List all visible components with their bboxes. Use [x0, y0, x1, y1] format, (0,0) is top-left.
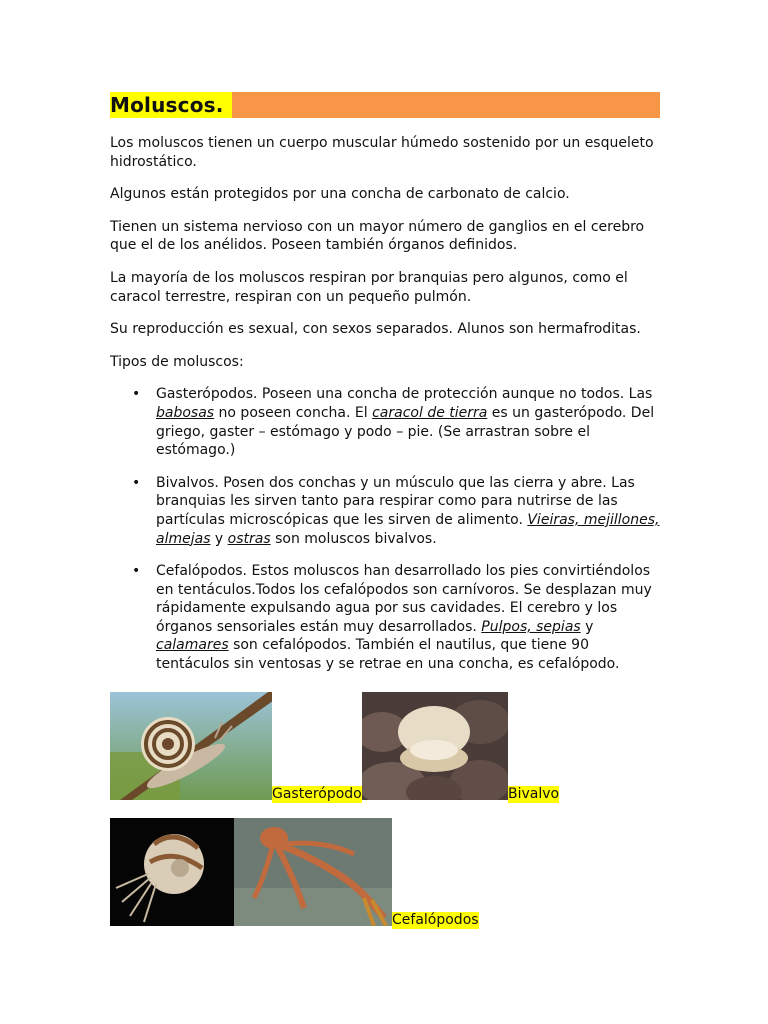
clam-photo — [362, 692, 508, 800]
caption-bivalvo: Bivalvo — [508, 786, 560, 802]
caption-cefalopodos: Cefalópodos — [392, 912, 479, 928]
list-item-bivalvos: • Bivalvos. Posen dos conchas y un músculo que las cierra y abre. Las branquias les sirven tanto para respirar como para nutrirse de las partículas microscópicas que les sirven de alimento. Vieiras, mejillones, almejas y ostras son moluscos bivalvos. — [156, 474, 660, 548]
paragraph-types-heading: Tipos de moluscos: — [110, 353, 244, 370]
link-pulpos-sepias[interactable]: Pulpos, sepias — [481, 618, 581, 635]
paragraph-body: Los moluscos tienen un cuerpo muscular húmedo sostenido por un esqueleto hidrostático. — [110, 135, 654, 170]
link-vieiras-mejillones-almejas[interactable]: Vieiras, mejillones, almejas — [156, 511, 660, 547]
nautilus-photo — [110, 818, 234, 926]
caption-gasteropodo: Gasterópodo — [272, 786, 362, 802]
link-caracol-de-tierra[interactable]: caracol de tierra — [372, 404, 488, 421]
paragraph-shell: Algunos están protegidos por una concha de carbonato de calcio. — [110, 186, 570, 203]
link-ostras[interactable]: ostras — [227, 530, 271, 547]
title-bar — [110, 92, 660, 118]
document-page — [110, 92, 660, 688]
list-item-cefalopodos: • Cefalópodos. Estos moluscos han desarrollado los pies convirtiéndolos en tentáculos.Todos los cefalópodos son carnívoros. Se desplazan muy rápidamente expulsando agua por sus cavidades. El cerebro y los órganos sensoriales están muy desarrollados. Pulpos, sepias y calamares son cefalópodos. También el nautilus, que tiene 90 tentáculos sin ventosas y se retrae en una concha, es cefalópodo. — [156, 562, 660, 674]
link-calamares[interactable]: calamares — [156, 637, 229, 654]
link-babosas[interactable]: babosas — [156, 404, 215, 421]
list-item-gasteropodos: • Gasterópodos. Poseen una concha de protección aunque no todos. Las babosas no poseen concha. El caracol de tierra es un gasterópodo. Del griego, gaster – estómago y podo – pie. (Se arrastran sobre el estómago.) — [156, 385, 660, 459]
octopus-photo — [234, 818, 392, 926]
paragraph-respiration: La mayoría de los moluscos respiran por branquias pero algunos, como el caracol terrestre, respiran con un pequeño pulmón. — [110, 269, 628, 305]
paragraph-reproduction: Su reproducción es sexual, con sexos separados. Alunos son hermafroditas. — [110, 321, 641, 338]
mollusc-types-list — [110, 385, 660, 673]
page-title: Moluscos. — [110, 92, 232, 118]
paragraph-nervous-system: Tienen un sistema nervioso con un mayor número de ganglios en el cerebro que el de los anélidos. Poseen también órganos definidos. — [110, 218, 645, 254]
snail-photo — [110, 692, 272, 800]
